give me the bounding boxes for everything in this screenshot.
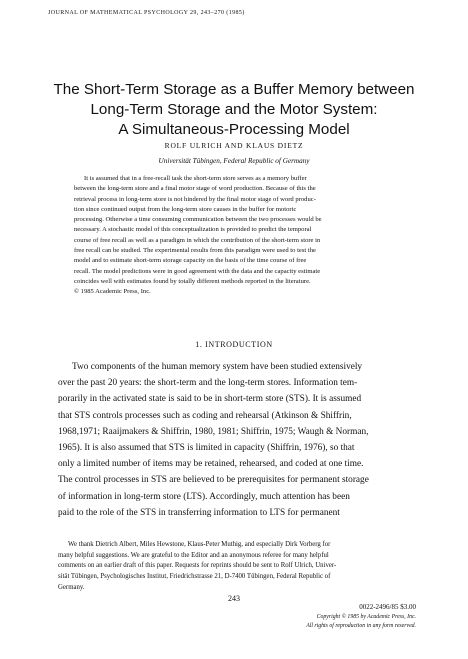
body-line: The control processes in STS are believed to be prerequisites for permanent storage [58,475,369,486]
body-line: paid to the role of the STS in transferring information to LTS for permanent [58,507,340,518]
body-line: of information in long-term store (LTS). Accordingly, much attention has been [58,491,350,502]
authors: ROLF ULRICH AND KLAUS DIETZ [164,141,304,150]
title-line-1: The Short-Term Storage as a Buffer Memory between [53,81,415,98]
abstract-line: retrieval process in long-term store is not hindered by the final motor stage of word produc- [74,195,316,203]
abstract-line: course of free recall as well as a paradigm in which the contribution of the short-term store in [74,236,321,244]
journal-header: JOURNAL OF MATHEMATICAL PSYCHOLOGY 29, 243–270 (1985) [48,10,245,16]
title-line-3: A Simultaneous-Processing Model [118,121,350,138]
body-line: that STS controls processes such as coding and rehearsal (Atkinson & Shiffrin, [58,410,352,421]
title-line-2: Long-Term Storage and the Motor System: [90,101,378,118]
footnote-line: comments on an earlier draft of this paper. Requests for reprints should be sent to Rolf Ulrich, Univer- [58,562,337,570]
footnote-line: Germany. [58,583,85,591]
abstract-line: between the long-term store and a final motor stage of word production. Because of this the [74,185,316,193]
body-line: Two components of the human memory system have been studied extensively [72,362,363,372]
body-line: over the past 20 years: the short-term and the long-term stores. Information tem- [58,378,358,389]
copyright-line: All rights of reproduction in any form reserved. [306,623,416,629]
abstract [74,174,392,298]
abstract-copyright: © 1985 Academic Press, Inc. [74,288,151,296]
introduction-body [58,359,418,521]
body-line: 1965). It is also assumed that STS is limited in capacity (Shiffrin, 1976), so that [58,443,355,454]
body-line: only a limited number of items may be retained, rehearsed, and coded at one time. [58,459,364,470]
abstract-line: coincides well with estimates found by totally different methods reported in the literature. [74,277,311,285]
footnote-line: many helpful suggestions. We are grateful to the Editor and an anonymous referee for many helpful [58,551,329,559]
copyright-line: 0022-2496/85 $3.00 [359,603,416,611]
section-heading: 1. INTRODUCTION [195,340,273,349]
body-line: porarily in the activated state is said to be in short-term store (STS). It is assumed [58,394,362,405]
footnote [58,540,418,594]
page-number: 243 [228,594,240,603]
body-line: 1968,1971; Raaijmakers & Shiffrin, 1980, 1981; Shiffrin, 1975; Waugh & Norman, [58,426,369,437]
footnote-line: sität Tübingen, Psychologisches Institut, Friedrichstrasse 21, D-7400 Tübingen, Federal Republic of [58,573,331,581]
affiliation: Universität Tübingen, Federal Republic of Germany [158,157,310,165]
footnote-line: We thank Dietrich Albert, Miles Hewstone, Klaus-Peter Muthig, and especially Dirk Vorberg for [68,541,331,548]
abstract-line: model and to estimate short-term storage capacity on the basis of the time course of free [74,257,307,265]
abstract-line: tion since continued output from the long-term store causes in the buffer for motoric [74,205,297,213]
copyright-notice [216,603,416,632]
abstract-line: It is assumed that in a free-recall task the short-term store serves as a memory buffer [84,175,307,182]
copyright-line: Copyright © 1985 by Academic Press, Inc. [316,613,416,620]
abstract-line: free recall can be studied. The experimental results from this paradigm were used to test the [74,247,316,255]
abstract-line: processing. Otherwise a time consuming communication between the two processes would be [74,216,322,224]
abstract-line: recall. The model predictions were in good agreement with the data and the capacity estimate [74,267,321,275]
abstract-line: necessary. A stochastic model of this conceptualization is provided to predict the temporal [74,226,312,234]
